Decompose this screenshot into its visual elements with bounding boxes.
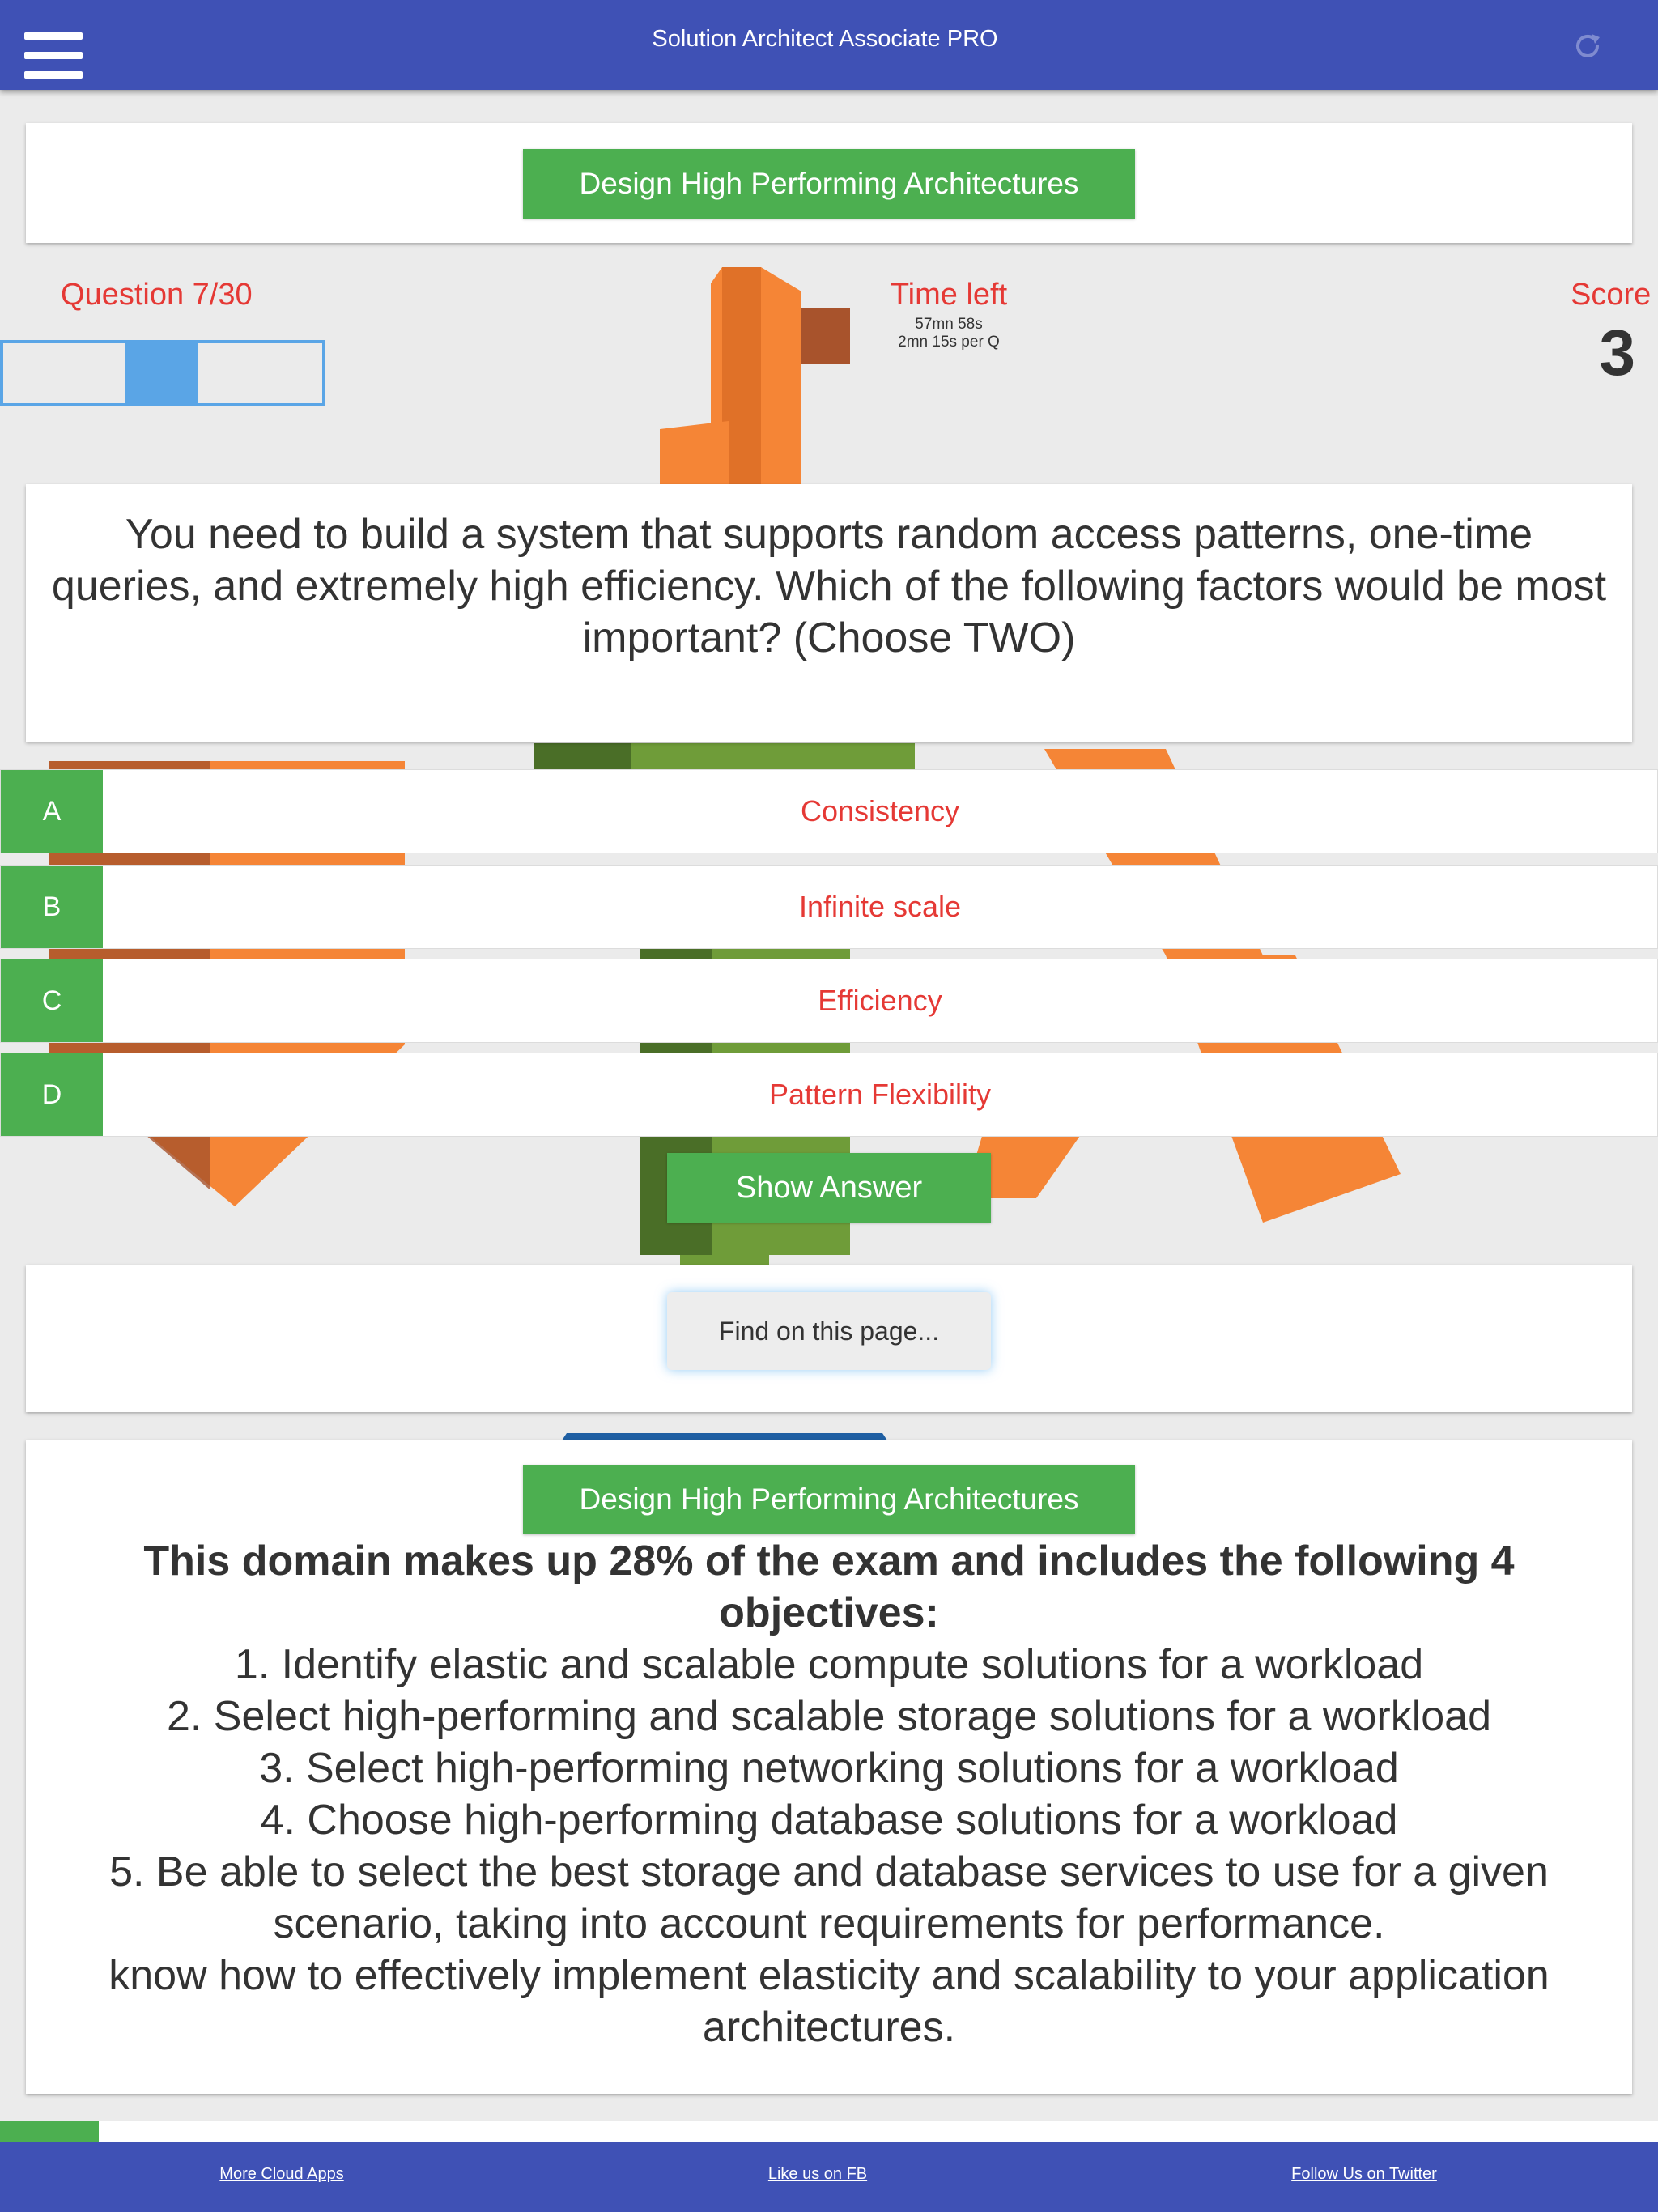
question-progress-bar [0,340,325,406]
progress-fill [125,343,198,403]
question-counter: Question 7/30 [61,278,253,312]
objective-line: 3. Select high-performing networking solutions for a workload [259,1745,1399,1792]
time-remaining: 57mn 58s [915,316,983,333]
time-per-question: 2mn 15s per Q [898,334,1000,351]
twitter-follow-link[interactable]: Follow Us on Twitter [1291,2165,1437,2183]
domain-info-text [42,1535,1616,2053]
objective-line: know how to effectively implement elasticity and scalability to your application architectures. [108,1952,1550,2051]
question-text: You need to build a system that supports random access patterns, one-time queries, and extremely high efficiency. Which of the following factors would be most important? (Choose TWO) [51,511,1607,661]
app-title: Solution Architect Associate PRO [652,26,998,52]
find-on-page-button[interactable]: Find on this page... [667,1292,991,1370]
objective-line: 5. Be able to select the best storage and database services to use for a given scenario, taking into account requirements for performance. [109,1848,1549,1947]
objective-line: 4. Choose high-performing database solutions for a workload [260,1797,1398,1844]
option-d[interactable] [0,1053,1658,1137]
option-letter: A [1,770,103,853]
time-left-label: Time left [890,278,1008,312]
option-text: Infinite scale [798,890,962,923]
option-b[interactable] [0,865,1658,949]
option-c[interactable] [0,959,1658,1043]
domain-info-button[interactable]: Design High Performing Architectures [523,1465,1135,1534]
option-text: Consistency [800,794,960,827]
show-answer-button[interactable]: Show Answer [667,1153,991,1223]
domain-info-heading: This domain makes up 28% of the exam and includes the following 4 objectives: [143,1538,1515,1636]
refresh-icon[interactable] [1571,29,1605,63]
objective-line: 1. Identify elastic and scalable compute solutions for a workload [234,1641,1424,1688]
option-text: Pattern Flexibility [768,1078,992,1111]
domain-button[interactable]: Design High Performing Architectures [523,149,1135,219]
app-header [0,0,1658,90]
option-letter: B [1,866,103,948]
option-text: Efficiency [818,984,942,1017]
score-value: 3 [1599,317,1635,389]
more-cloud-apps-link[interactable]: More Cloud Apps [219,2165,344,2183]
option-a[interactable] [0,769,1658,853]
facebook-like-link[interactable]: Like us on FB [767,2165,868,2183]
score-label: Score [1571,278,1652,312]
objective-line: 2. Select high-performing and scalable storage solutions for a workload [166,1693,1492,1740]
option-letter: C [1,959,103,1042]
footer [0,2142,1658,2212]
option-letter: D [1,1053,103,1136]
